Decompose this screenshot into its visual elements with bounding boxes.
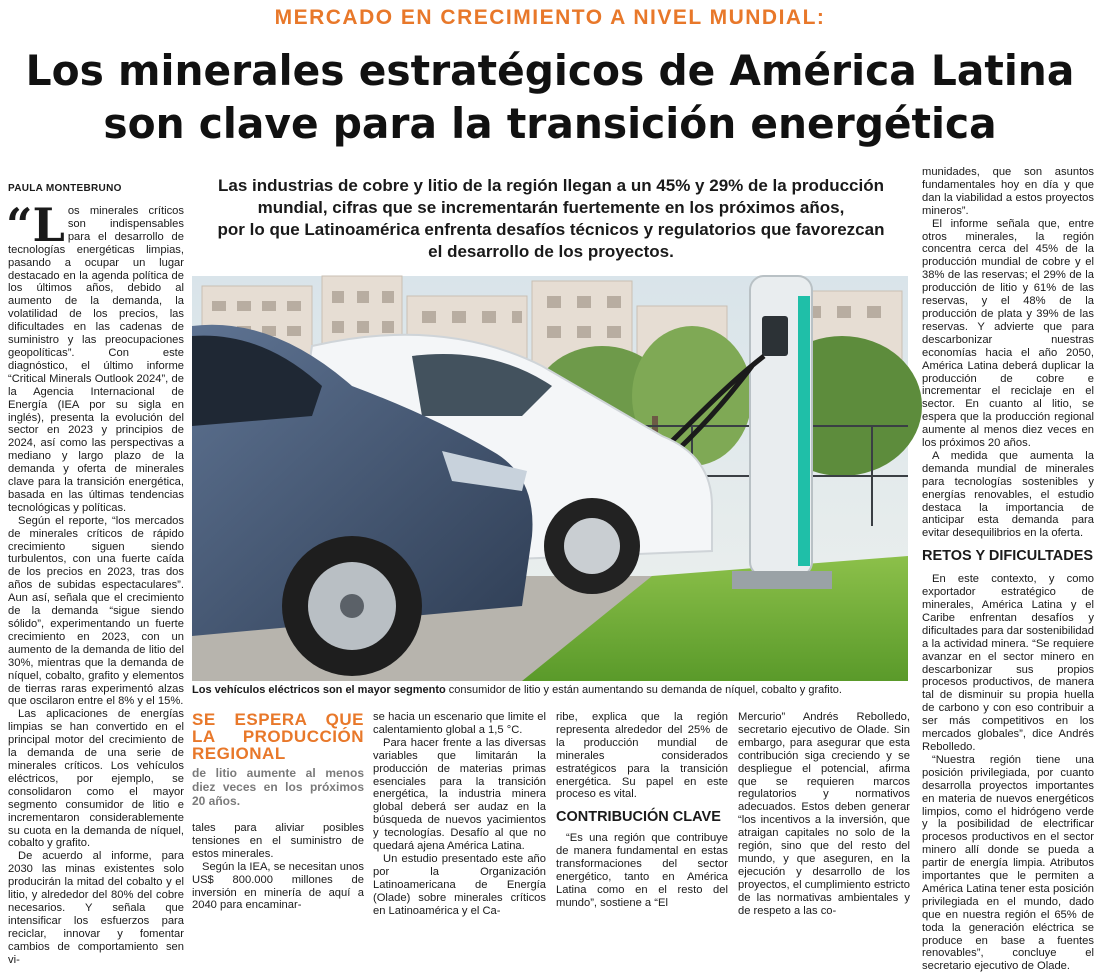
- col3-paragraph-1: se hacia un escenario que limite el calentamiento global a 1,5 °C.: [373, 711, 546, 736]
- photo-caption: [192, 684, 908, 696]
- col6-paragraph-1: munidades, que son asuntos fundamentales hoy en día y que dan la viabilidad a estos proyectos mineros”.: [922, 166, 1094, 217]
- dek-line-3: por lo que Latinoamérica enfrenta desafíos técnicos y regulatorios que favorezcan: [217, 220, 885, 239]
- column-3: [373, 711, 546, 917]
- col3-paragraph-3: Un estudio presentado este año por la Organización Latinoamericana de Energía (Olade) sobre minerales críticos en Latinoamérica y el Ca-: [373, 852, 546, 917]
- col1-paragraph-1: [6, 198, 184, 515]
- caption-rest: consumidor de litio y están aumentando su demanda de níquel, cobalto y grafito.: [445, 684, 842, 696]
- subhead-retos: RETOS Y DIFICULTADES: [922, 548, 1094, 565]
- column-1: [6, 198, 184, 966]
- col2-paragraph-2: Según la IEA, se necesitan unos US$ 800.000 millones de inversión en minería de aquí a 2040 para encaminar-: [192, 860, 364, 912]
- col4-paragraph-2: “Es una región que contribuye de manera fundamental en estas transformaciones del sector energético, tanto en América Latina como en el resto del mundo”, sostiene a “El: [556, 832, 728, 909]
- col6-paragraph-4: En este contexto, y como exportador estratégico de minerales, América Latina y el Caribe enfrentan desafíos y dificultades para dar sostenibilidad a la actividad minera. “Se requiere avanzar en el sector minero en descarbonizar sus propios procesos productivos, de manera tal de disminuir su propia huella de carbono y con eso contribuir a ser más competitivos en los mercados globales”, dice Andrés Rebolledo.: [922, 573, 1094, 753]
- col6-paragraph-3: A medida que aumenta la demanda mundial de minerales para tecnologías sostenibles y energías renovables, el estudio destaca la importancia de anticipar esta demanda para evitar desequilibrios en la oferta.: [922, 449, 1094, 540]
- subhead-contribucion: CONTRIBUCIÓN CLAVE: [556, 809, 721, 826]
- dek: [192, 175, 910, 263]
- col3-paragraph-2: Para hacer frente a las diversas variables que limitarán la producción de materias primas esenciales para la transición energética, la industria minera global deberá ser audaz en la búsqueda de nuevos yacimientos y tecnologías. Desafío al que no quedará ajena América Latina.: [373, 736, 546, 853]
- col6-paragraph-5: “Nuestra región tiene una posición privilegiada, por cuanto desarrolla proyectos importantes en materia de nuevos energéticos limpios, como el hidrógeno verde y la posibilidad de electrificar procesos productivos en el sector minero allí donde se pueda a partir de energía limpia. Atributos importantes que le permiten a América Latina tener esta posición privilegiada en el mundo, dado que en nuestra región el 65% de toda la generación eléctrica se produce en base a fuentes renovables”, concluye el secretario ejecutivo de Olade.: [922, 753, 1094, 973]
- col1-paragraph-4: De acuerdo al informe, para 2030 las minas existentes solo producirán la mitad del cobalto y el litio, y alrededor del 80% del cobre necesarios. Y señala que intensificar los esfuerzos para reciclar, innovar y fomentar cambios de comportamiento sen vi-: [8, 850, 184, 966]
- column-4: [556, 711, 728, 909]
- col1-p1-text: os minerales críticos son indispensables para el desarrollo de tecnologías energéticas limpias, pasando a ocupar un lugar destacado en la agenda política de los últimos años, debido al aumento de la demanda, la volatilidad de los precios, las dificultades en las cadenas de suministro y las preocupaciones geopolíticas”. Con este diagnóstico, el último informe “Critical Minerals Outlook 2024”, de la Agencia Internacional de Energía (IEA por su sigla en inglés), presenta la evolución del sector en 2023 y principios de 2024, así como las perspectivas a mediano y largo plazo de la demanda y oferta de minerales clave para la transición energética, basada en las últimas tendencias tecnológicas y políticas.: [8, 205, 184, 514]
- dek-line-4: el desarrollo de los proyectos.: [428, 242, 674, 261]
- pull-quote-main: SE ESPERA QUE LA PRODUCCIÓN REGIONAL: [192, 710, 364, 763]
- caption-bold: Los vehículos eléctricos son el mayor segmento: [192, 684, 446, 696]
- kicker: MERCADO EN CRECIMIENTO A NIVEL MUNDIAL:: [274, 6, 826, 29]
- column-6: [922, 166, 1094, 973]
- ev-charging-photo: [192, 276, 908, 681]
- column-5: [738, 711, 910, 917]
- drop-cap: “L: [6, 198, 65, 252]
- col1-paragraph-2: Según el reporte, “los mercados de minerales críticos de rápido crecimiento siguen siendo turbulentos, con una fuerte caída de los precios en 2023, tras dos años de subidas espectaculares”. Aun así, señala que el crecimiento de la demanda “sigue siendo sólido”, experimentando un fuerte crecimiento en 2023, con un aumento de la demanda de litio del 30%, mientras que la demanda de níquel, cobalto, grafito y elementos de tierras raras experimentó alzas que oscilaron entre el 8% y el 15%.: [8, 514, 184, 708]
- column-2: [192, 710, 364, 912]
- col4-paragraph-1: ribe, explica que la región representa alrededor del 25% de la producción mundial de minerales considerados estratégicos para la transición energética. Su papel en este proceso es vital.: [556, 711, 728, 801]
- pull-quote-sub: de litio aumente al menos diez veces en los próximos 20 años.: [192, 766, 364, 808]
- col1-paragraph-3: Las aplicaciones de energías limpias se han convertido en el principal motor del crecimiento de la demanda de una serie de minerales críticos. Los vehículos eléctricos, por ejemplo, se consolidaron como el mayor segmento consumidor de litio e incrementaron considerablemente su cuota en la demanda de níquel, cobalto y grafito.: [8, 708, 184, 850]
- headline: [17, 44, 1084, 150]
- photo-illustration: [192, 276, 908, 681]
- col5-paragraph-1: Mercurio” Andrés Rebolledo, secretario ejecutivo de Olade. Sin embargo, para asegurar que esta contribución siga creciendo y se despliegue el potencial, afirma que se requieren marcos regulatorios y normativos adecuados. Estos deben generar “los incentivos a la inversión, que atraigan capitales no solo de la región, sino que del resto del mundo, y que aseguren, en la ejecución y desarrollo de los proyectos, el cumplimiento estricto de las normativas ambientales y de respeto a las co-: [738, 711, 910, 917]
- headline-line-1: Los minerales estratégicos de América Latina: [25, 46, 1075, 95]
- col6-paragraph-2: El informe señala que, entre otros minerales, la región concentra cerca del 45% de la producción mundial de cobre y el 38% de las reservas; el 29% de la producción de litio y 61% de las reservas, y el 48% de la producción de plata y 39% de las reservas. Y advierte que para descarbonizar nuestras economías hacia el año 2050, América Latina deberá duplicar la producción de cobre e incrementar el reciclaje en el sector. En cuanto al litio, se espera que la producción regional aumente al menos diez veces en los próximos 20 años.: [922, 217, 1094, 450]
- byline: PAULA MONTEBRUNO: [8, 183, 122, 194]
- col2-paragraph-1: tales para aliviar posibles tensiones en el suministro de estos minerales.: [192, 822, 364, 860]
- dek-line-1: Las industrias de cobre y litio de la región llegan a un 45% y 29% de la producción: [217, 176, 884, 195]
- dek-line-2: mundial, cifras que se incrementarán fuertemente en los próximos años,: [257, 198, 845, 217]
- headline-line-2: son clave para la transición energética: [103, 99, 997, 148]
